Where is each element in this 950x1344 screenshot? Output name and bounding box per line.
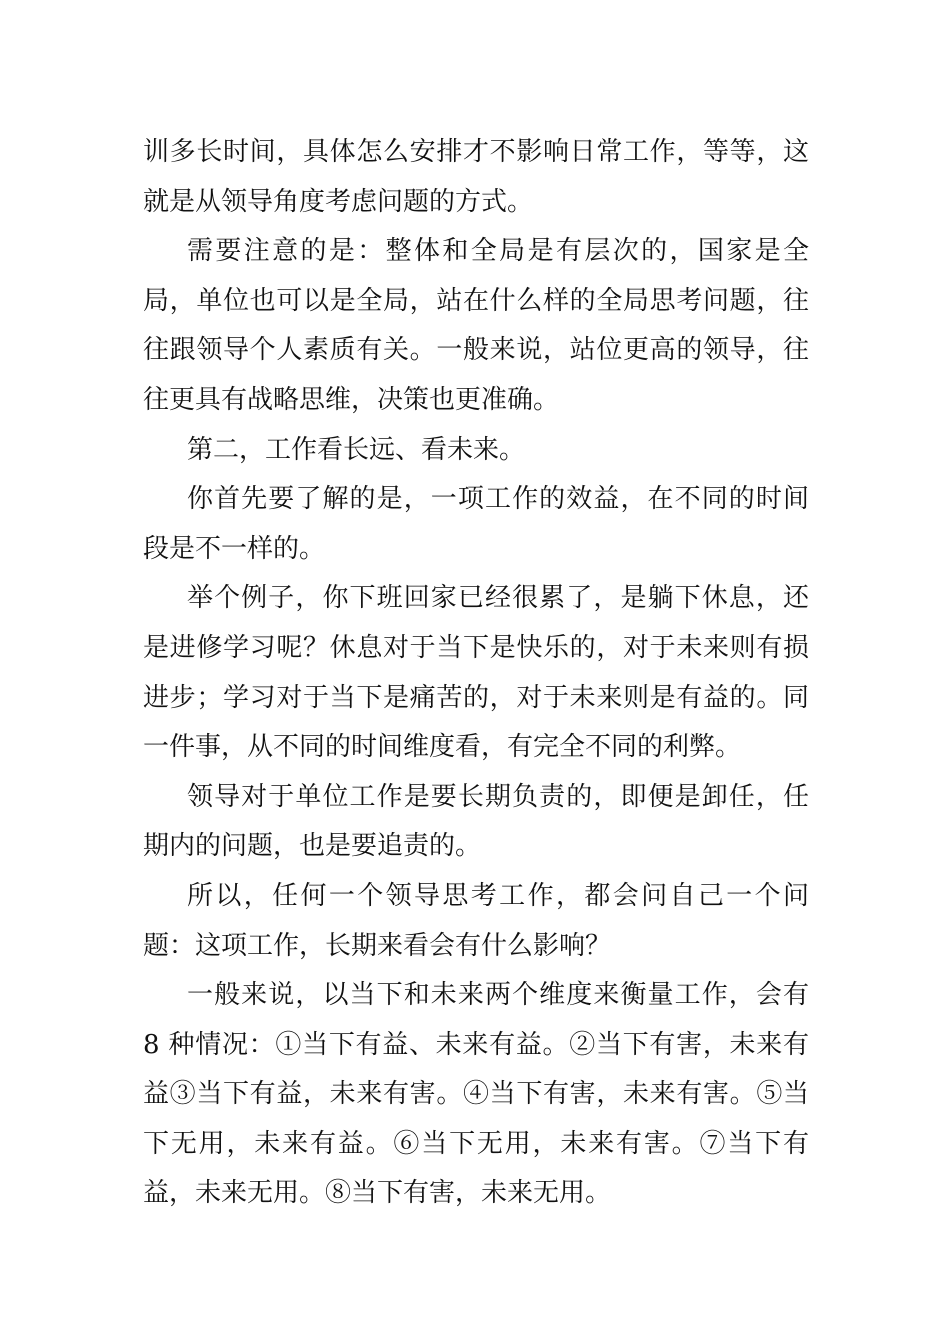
paragraph-2: 需要注意的是：整体和全局是有层次的，国家是全局，单位也可以是全局，站在什么样的全局思考问题，往往跟领导个人素质有关。一般来说，站位更高的领导，往往更具有战略思维，决策也更准确。 [143,236,809,415]
document-body [143,128,809,1219]
paragraph-1: 训多长时间，具体怎么安排才不影响日常工作，等等，这就是从领导角度考虑问题的方式。 [143,137,809,217]
paragraph-6: 领导对于单位工作是要长期负责的，即便是卸任，任期内的问题，也是要追责的。 [143,781,809,862]
section-heading-2: 第二，工作看长远、看未来。 [187,434,526,465]
paragraph-5: 举个例子，你下班回家已经很累了，是躺下休息，还是进修学习呢？休息对于当下是快乐的，对于未来则有损进步；学习对于当下是痛苦的，对于未来则是有益的。同一件事，从不同的时间维度看，有完全不同的利弊。 [143,583,809,763]
paragraph-7: 所以，任何一个领导思考工作，都会问自己一个问题：这项工作，长期来看会有什么影响？ [143,880,809,961]
paragraph-4: 你首先要了解的是，一项工作的效益，在不同的时间段是不一样的。 [143,484,809,564]
paragraph-8: 一般来说，以当下和未来两个维度来衡量工作，会有 8 种情况：①当下有益、未来有益。②当下有害，未来有益③当下有益，未来有害。④当下有害，未来有害。⑤当下无用，未来有益。⑥当下无用，未来有害。⑦当下有益，未来无用。⑧当下有害，未来无用。 [143,980,809,1209]
